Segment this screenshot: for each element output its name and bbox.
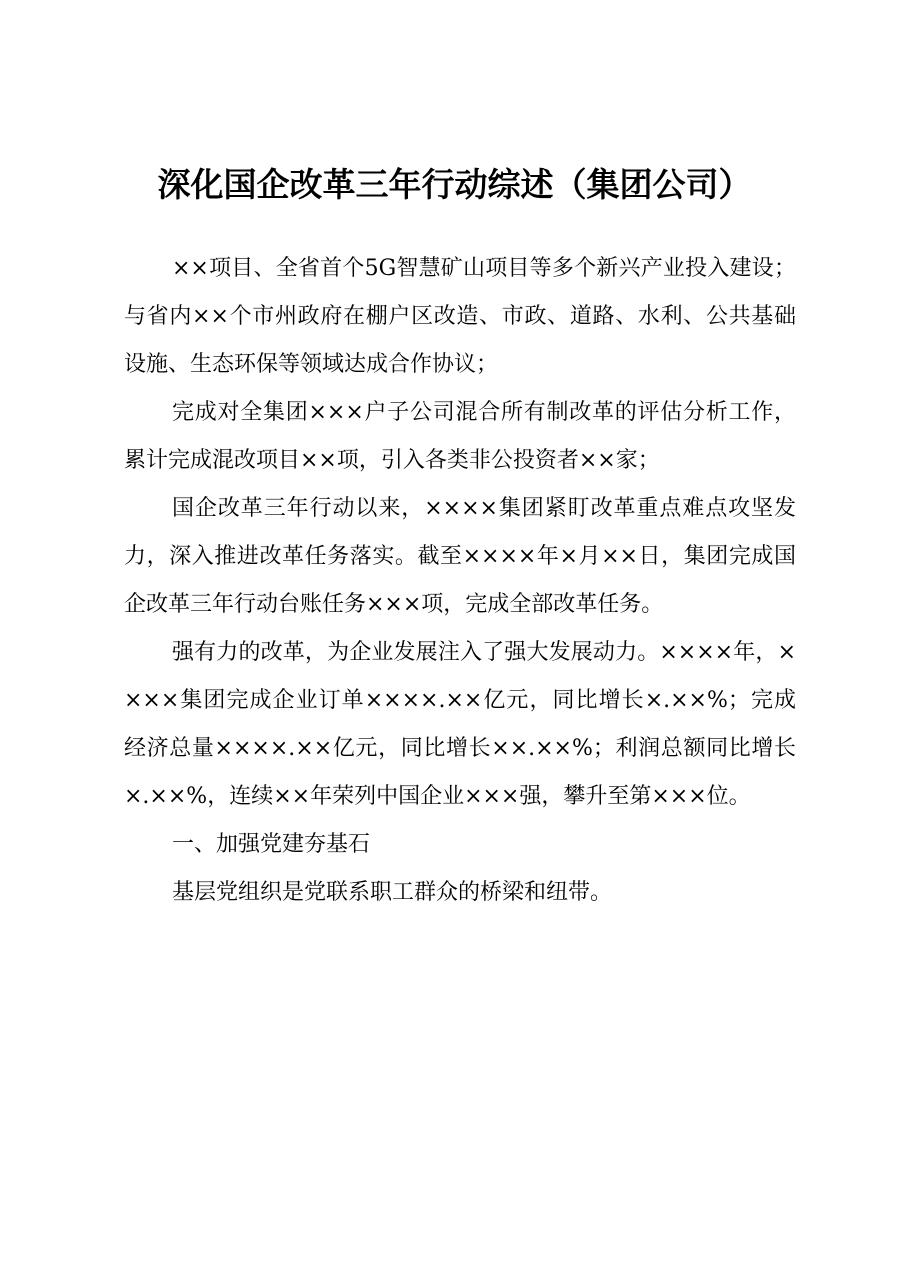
paragraph-mixed-reform: 完成对全集团×××户子公司混合所有制改革的评估分析工作，累计完成混改项目××项，引入各类非公投资者××家； — [124, 400, 796, 473]
paragraph-performance: 强有力的改革，为企业发展注入了强大发展动力。××××年，××××集团完成企业订单××××.××亿元，同比增长×.××%；完成经济总量××××.××亿元，同比增长××.××%；利润总额同比增长×.××%，连续××年荣列中国企业×××强，攀升至第×××位。 — [124, 640, 796, 809]
document-body — [124, 245, 796, 917]
paragraph-party-organization: 基层党组织是党联系职工群众的桥梁和纽带。 — [172, 880, 613, 905]
document-title: 深化国企改革三年行动综述（集团公司） — [157, 165, 752, 204]
section-heading-party-building: 一、加强党建夯基石 — [172, 832, 371, 857]
paragraph-reform-progress: 国企改革三年行动以来，××××集团紧盯改革重点难点攻坚发力，深入推进改革任务落实。截至××××年×月××日，集团完成国企改革三年行动台账任务×××项，完成全部改革任务。 — [124, 496, 796, 617]
paragraph-projects: ××项目、全省首个5G智慧矿山项目等多个新兴产业投入建设；与省内××个市州政府在棚户区改造、市政、道路、水利、公共基础设施、生态环保等领域达成合作协议； — [124, 256, 796, 377]
